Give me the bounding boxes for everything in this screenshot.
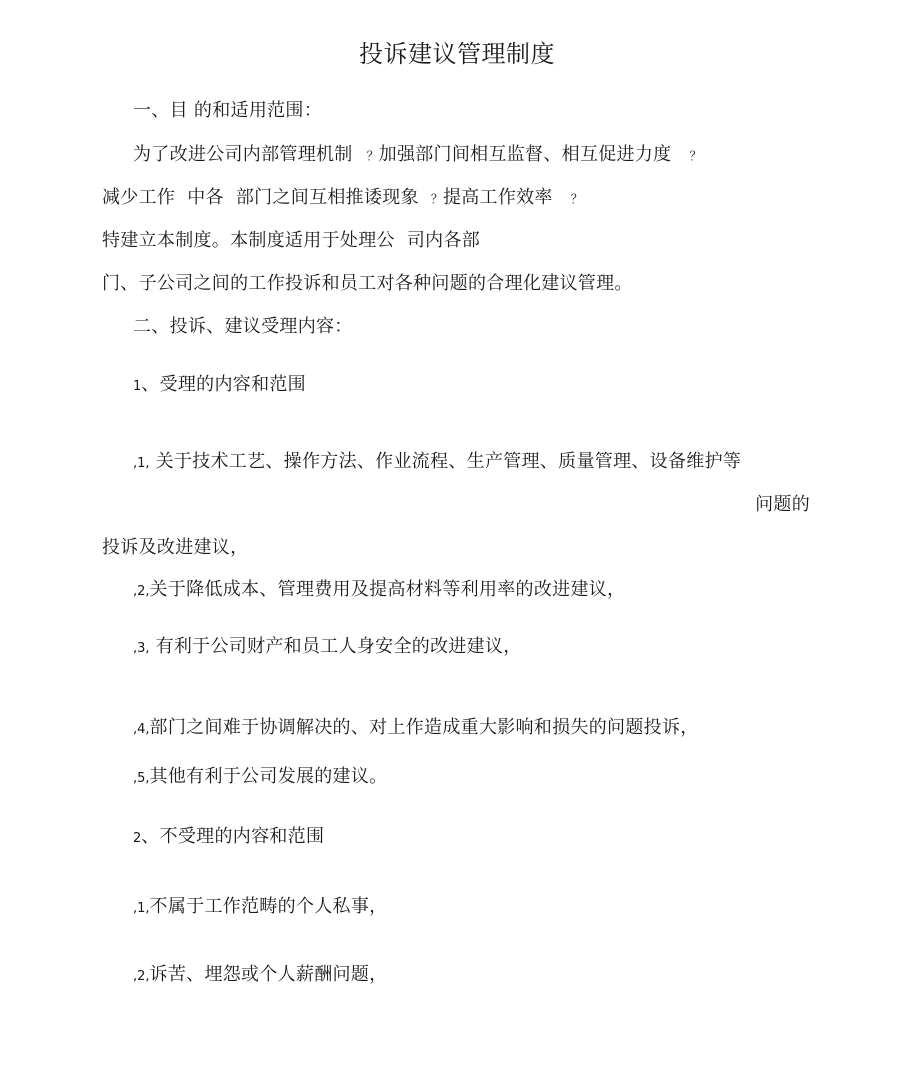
list-item-text: 有利于公司财产和员工人身安全的改进建议， bbox=[149, 636, 522, 657]
section-1-heading: 一、目 的和适用范围： bbox=[133, 100, 323, 121]
list-item bbox=[133, 895, 387, 921]
question-mark: ？ bbox=[570, 192, 583, 206]
list-item bbox=[133, 963, 387, 989]
question-mark: ？ bbox=[430, 192, 443, 206]
paragraph-text: 减少工作 中各 部门之间互相推诿现象 bbox=[102, 187, 419, 208]
list-item-number: ,2, bbox=[133, 584, 150, 599]
question-mark: ？ bbox=[689, 149, 702, 163]
list-item-number: ,4, bbox=[133, 722, 150, 737]
paragraph-line-2 bbox=[102, 186, 583, 211]
paragraph-text: 提高工作效率 bbox=[442, 187, 553, 208]
subsection-number: 2 bbox=[133, 831, 142, 846]
list-item-text: 其他有利于公司发展的建议。 bbox=[149, 766, 388, 787]
question-mark: ？ bbox=[366, 149, 379, 163]
list-item bbox=[133, 765, 387, 791]
list-item-continuation: 问题的 bbox=[755, 494, 810, 515]
list-item-text: 部门之间难于协调解决的、对上作造成重大影响和损失的问题投诉， bbox=[149, 717, 699, 738]
paragraph-line-3: 特建立本制度。本制度适用于处理公 司内各部 bbox=[102, 230, 481, 251]
list-item-number: ,5, bbox=[133, 771, 150, 786]
list-item bbox=[133, 716, 699, 742]
subsection-1-heading bbox=[133, 373, 306, 399]
paragraph-line-1 bbox=[133, 143, 702, 168]
subsection-label: 、不受理的内容和范围 bbox=[141, 826, 325, 847]
list-item-text: 诉苦、埋怨或个人薪酬问题， bbox=[149, 964, 388, 985]
subsection-number: 1 bbox=[133, 379, 142, 394]
list-item-text: 不属于工作范畴的个人私事， bbox=[149, 896, 388, 917]
paragraph-line-4: 门、子公司之间的工作投诉和员工对各种问题的合理化建议管理。 bbox=[102, 273, 633, 294]
list-item-text: 关于技术工艺、操作方法、作业流程、生产管理、质量管理、设备维护等 bbox=[149, 451, 742, 472]
list-item bbox=[133, 578, 625, 604]
list-item-text: 关于降低成本、管理费用及提高材料等利用率的改进建议， bbox=[149, 579, 626, 600]
page-title: 投诉建议管理制度 bbox=[359, 40, 555, 68]
list-item-number: ,1, bbox=[133, 901, 150, 916]
list-item-number: ,1, bbox=[133, 456, 150, 471]
subsection-2-heading bbox=[133, 825, 324, 851]
list-item bbox=[133, 450, 741, 476]
list-item-number: ,2, bbox=[133, 969, 150, 984]
list-item-number: ,3, bbox=[133, 641, 150, 656]
list-item-continuation: 投诉及改进建议， bbox=[102, 537, 249, 558]
paragraph-text: 加强部门间相互监督、相互促进力度 bbox=[378, 144, 672, 165]
section-2-heading: 二、投诉、建议受理内容： bbox=[133, 316, 353, 337]
subsection-label: 、受理的内容和范围 bbox=[141, 374, 306, 395]
paragraph-text: 为了改进公司内部管理机制 bbox=[133, 144, 353, 165]
list-item bbox=[133, 635, 522, 661]
